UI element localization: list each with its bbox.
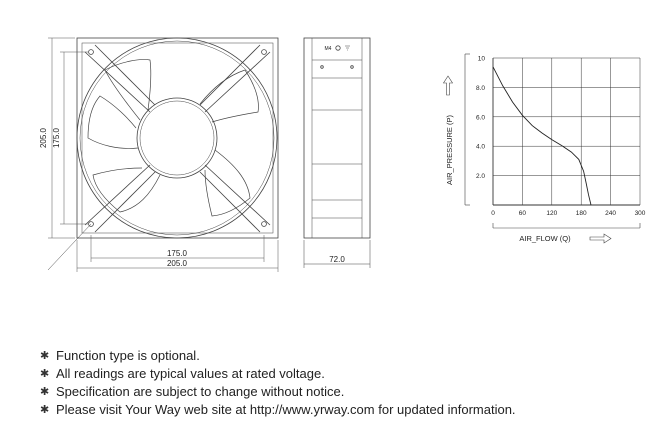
note-text: All readings are typical values at rated voltage. — [56, 366, 325, 381]
note-item — [40, 383, 516, 401]
x-axis-arrow-icon — [590, 234, 611, 243]
y-axis-arrow-icon — [444, 76, 453, 95]
note-item — [40, 347, 516, 365]
ground-symbol-icon — [336, 46, 340, 50]
note-text: Please visit Your Way web site at http://www.yrway.com for updated information. — [56, 402, 516, 417]
fan-frame-outer — [77, 38, 278, 238]
side-frame — [304, 38, 370, 238]
fan-blades — [88, 59, 258, 216]
dim-height-outer: 205.0 — [39, 127, 48, 149]
dim-depth: 72.0 — [329, 255, 345, 264]
side-hole-left — [321, 66, 324, 69]
fan-venturi-circle — [77, 38, 277, 238]
dim-height-inner: 175.0 — [52, 127, 61, 149]
note-item — [40, 401, 516, 419]
mount-hole-top-left — [89, 50, 94, 55]
y-tick-label: 6.0 — [475, 114, 485, 122]
note-text: Function type is optional. — [56, 348, 200, 363]
mount-hole-top-right — [262, 50, 267, 55]
side-view — [304, 38, 370, 268]
y-axis-label: AIR_PRESSURE (P) — [445, 114, 454, 186]
bullet-icon: ✱ — [40, 404, 50, 416]
hole-leader-line — [48, 224, 91, 270]
note-item — [40, 365, 516, 383]
notes-list — [40, 347, 516, 419]
x-tick-label: 0 — [491, 210, 495, 217]
dim-width-inner: 175.0 — [166, 249, 188, 258]
x-tick-label: 60 — [518, 210, 527, 217]
x-tick-label: 180 — [575, 210, 587, 217]
y-tick-label: 8.0 — [475, 84, 485, 92]
fan-frame-inner — [82, 43, 273, 233]
side-label-m4: M4 — [324, 46, 332, 52]
x-axis-label: AIR_FLOW (Q) — [519, 234, 571, 243]
note-text: Specification are subject to change without notice. — [56, 384, 345, 399]
x-tick-label: 300 — [634, 210, 646, 217]
bullet-icon: ✱ — [40, 386, 50, 398]
x-tick-label: 120 — [546, 210, 558, 217]
mount-hole-bottom-right — [262, 222, 267, 227]
bullet-icon: ✱ — [40, 368, 50, 380]
pq-curve-chart — [444, 54, 646, 243]
y-tick-label: 4.0 — [475, 143, 485, 151]
bullet-icon: ✱ — [40, 350, 50, 362]
side-hole-right — [351, 66, 354, 69]
x-tick-label: 240 — [605, 210, 617, 217]
y-tick-label: 10 — [477, 55, 485, 63]
y-tick-label: 2.0 — [475, 173, 485, 181]
front-view — [48, 38, 278, 270]
dim-width-outer: 205.0 — [166, 259, 188, 268]
